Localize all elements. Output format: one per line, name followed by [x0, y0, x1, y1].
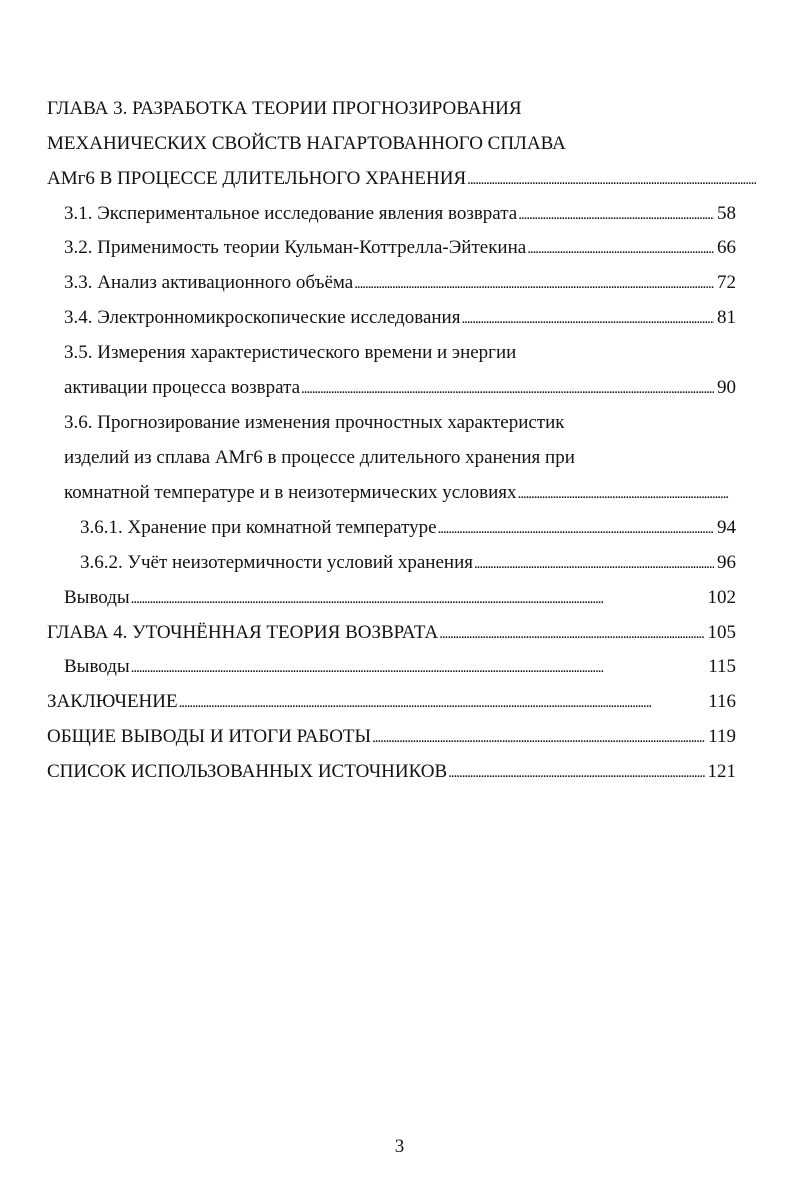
toc-entry-page: 58 [717, 203, 736, 224]
toc-entry-general-results[interactable] [47, 725, 736, 750]
leader-dots [131, 586, 705, 611]
toc-entry-title: комнатной температуре и в неизотермических условиях [64, 482, 517, 503]
leader-dots [301, 376, 714, 401]
toc-entry-page: 81 [717, 307, 736, 328]
toc-entry-title: ГЛАВА 4. УТОЧНЁННАЯ ТЕОРИЯ ВОЗВРАТА [47, 622, 439, 643]
toc-entry-3-1[interactable] [64, 202, 736, 227]
toc-entry-title: 3.2. Применимость теории Кульман-Коттрелла-Эйтекина [64, 237, 527, 258]
page-number: 3 [394, 1136, 405, 1157]
toc-entry-3-6-line-1: 3.6. Прогнозирование изменения прочностных характеристик [64, 412, 565, 433]
toc-entry-3-6-line-2: изделий из сплава АМг6 в процессе длительного хранения при [64, 447, 575, 468]
toc-entry-page: 115 [708, 656, 736, 677]
toc-entry-title: 3.6.1. Хранение при комнатной температуре [80, 517, 437, 538]
leader-dots [474, 551, 714, 576]
toc-chapter-3-title-line-2: МЕХАНИЧЕСКИХ СВОЙСТВ НАГАРТОВАННОГО СПЛАВА [47, 133, 566, 154]
toc-entry-page: 121 [707, 761, 736, 782]
toc-entry-3-6[interactable] [64, 481, 732, 506]
toc-entry-title: 3.4. Электронномикроскопические исследования [64, 307, 461, 328]
leader-dots [467, 167, 756, 192]
toc-entry-page: 119 [708, 726, 736, 747]
toc-entry-title: Выводы [64, 587, 130, 608]
toc-entry-title: 3.1. Экспериментальное исследование явления возврата [64, 203, 518, 224]
toc-entry-references[interactable] [47, 760, 736, 785]
leader-dots [372, 725, 705, 750]
leader-dots [131, 655, 706, 680]
toc-entry-title: 3.6.2. Учёт неизотермичности условий хранения [80, 552, 473, 573]
toc-entry-page: 72 [717, 272, 736, 293]
leader-dots [448, 760, 704, 785]
toc-entry-page: 96 [717, 552, 736, 573]
toc-entry-3-5-line-1: 3.5. Измерения характеристического времени и энергии [64, 342, 517, 363]
toc-entry-title: СПИСОК ИСПОЛЬЗОВАННЫХ ИСТОЧНИКОВ [47, 761, 448, 782]
leader-dots [179, 690, 706, 715]
leader-dots [438, 516, 714, 541]
toc-entry-3-6-2[interactable] [80, 551, 736, 576]
toc-entry-page: 102 [707, 587, 736, 608]
toc-entry-chapter-4-conclusions[interactable] [64, 655, 736, 680]
toc-entry-title: 3.3. Анализ активационного объёма [64, 272, 354, 293]
toc-entry-3-4[interactable] [64, 306, 736, 331]
toc-entry-page: 116 [708, 691, 736, 712]
leader-dots [527, 236, 714, 261]
toc-entry-title: АМг6 В ПРОЦЕССЕ ДЛИТЕЛЬНОГО ХРАНЕНИЯ [47, 168, 467, 189]
toc-entry-title: активации процесса возврата [64, 377, 301, 398]
toc-entry-page: 94 [717, 517, 736, 538]
toc-entry-title: Выводы [64, 656, 130, 677]
leader-dots [461, 306, 714, 331]
toc-entry-chapter-3[interactable] [47, 167, 759, 192]
toc-entry-title: ОБЩИЕ ВЫВОДЫ И ИТОГИ РАБОТЫ [47, 726, 372, 747]
toc-entry-page: 66 [717, 237, 736, 258]
leader-dots [439, 621, 704, 646]
toc-entry-3-6-1[interactable] [80, 516, 736, 541]
toc-chapter-3-title-line-1: ГЛАВА 3. РАЗРАБОТКА ТЕОРИИ ПРОГНОЗИРОВАНИЯ [47, 98, 522, 119]
toc-entry-chapter-4[interactable] [47, 621, 736, 646]
leader-dots [354, 271, 714, 296]
toc-entry-3-3[interactable] [64, 271, 736, 296]
toc-entry-title: ЗАКЛЮЧЕНИЕ [47, 691, 178, 712]
toc-entry-conclusion[interactable] [47, 690, 736, 715]
leader-dots [518, 202, 714, 227]
leader-dots [518, 481, 730, 506]
toc-entry-page: 105 [707, 622, 736, 643]
toc-entry-chapter-3-conclusions[interactable] [64, 586, 736, 611]
toc-entry-3-5[interactable] [64, 376, 736, 401]
toc-entry-page: 90 [717, 377, 736, 398]
toc-entry-3-2[interactable] [64, 236, 736, 261]
